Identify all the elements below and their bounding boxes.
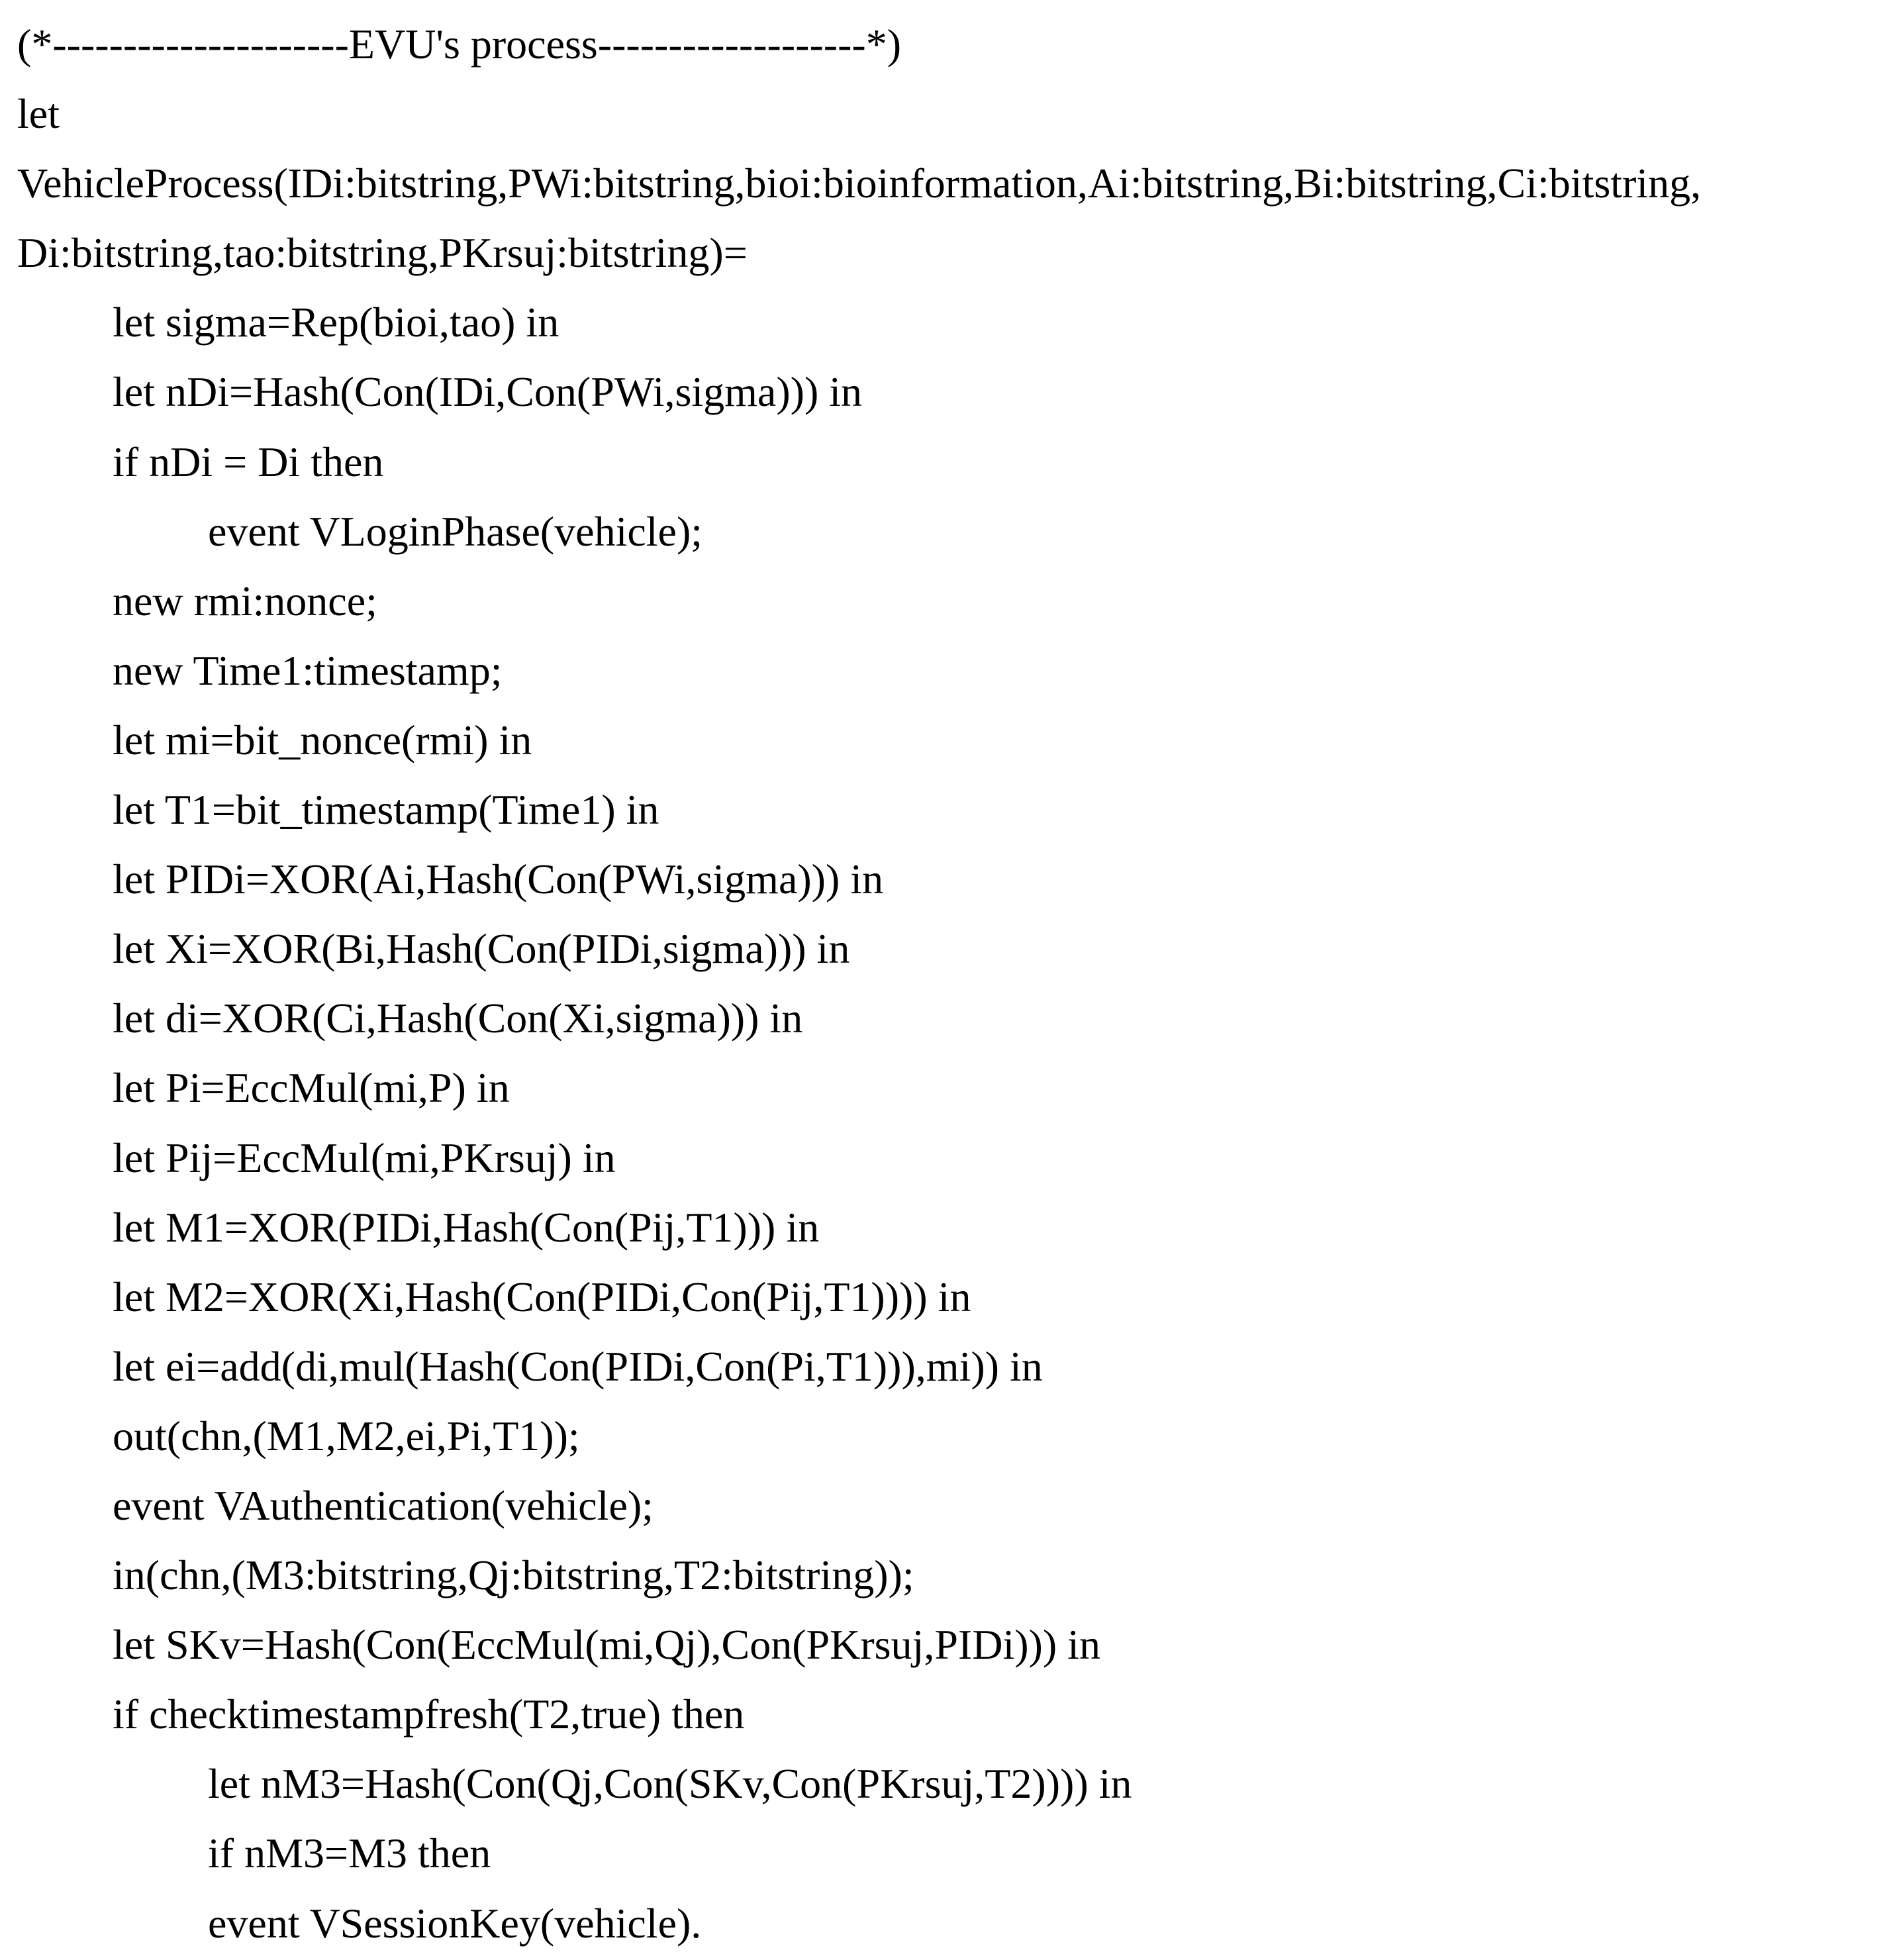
code-line: let PIDi=XOR(Ai,Hash(Con(PWi,sigma))) in (113, 856, 884, 903)
code-line: event VAuthentication(vehicle); (113, 1481, 654, 1529)
code-line: if nM3=M3 then (208, 1830, 491, 1877)
code-line: Di:bitstring,tao:bitstring,PKrsuj:bitstring)= (17, 229, 748, 277)
code-line: let sigma=Rep(bioi,tao) in (113, 299, 559, 346)
code-line: if checktimestampfresh(T2,true) then (113, 1690, 745, 1738)
code-line: VehicleProcess(IDi:bitstring,PWi:bitstring,bioi:bioinformation,Ai:bitstring,Bi:bitstring,Ci:bitstring, (17, 160, 1702, 207)
code-line: event VLoginPhase(vehicle); (208, 507, 703, 555)
code-line: event VSessionKey(vehicle). (208, 1899, 702, 1947)
code-line: out(chn,(M1,M2,ei,Pi,T1)); (113, 1412, 580, 1459)
code-line: let nM3=Hash(Con(Qj,Con(SKv,Con(PKrsuj,T2)))) in (208, 1760, 1132, 1808)
code-line: let nDi=Hash(Con(IDi,Con(PWi,sigma))) in (113, 368, 863, 416)
code-line: new Time1:timestamp; (113, 646, 503, 694)
code-line: let Xi=XOR(Bi,Hash(Con(PIDi,sigma))) in (113, 925, 850, 973)
code-line: (*---------------------EVU's process-------------------*) (17, 21, 902, 68)
code-line: let M1=XOR(PIDi,Hash(Con(Pij,T1))) in (113, 1203, 820, 1251)
code-line: let mi=bit_nonce(rmi) in (113, 716, 532, 763)
code-line: let (17, 90, 60, 138)
code-line: let Pij=EccMul(mi,PKrsuj) in (113, 1134, 616, 1181)
code-line: if nDi = Di then (113, 438, 384, 485)
code-line: let ei=add(di,mul(Hash(Con(PIDi,Con(Pi,T1))),mi)) in (113, 1342, 1043, 1390)
code-line: let M2=XOR(Xi,Hash(Con(PIDi,Con(Pij,T1)))) in (113, 1273, 971, 1320)
code-listing (17, 9, 1895, 1958)
code-line: new rmi:nonce; (113, 577, 377, 624)
code-line: let T1=bit_timestamp(Time1) in (113, 786, 659, 834)
code-line: in(chn,(M3:bitstring,Qj:bitstring,T2:bitstring)); (113, 1551, 914, 1599)
code-line: let Pi=EccMul(mi,P) in (113, 1064, 510, 1112)
code-line: let SKv=Hash(Con(EccMul(mi,Qj),Con(PKrsuj,PIDi))) in (113, 1621, 1100, 1669)
code-line: let di=XOR(Ci,Hash(Con(Xi,sigma))) in (113, 995, 803, 1042)
